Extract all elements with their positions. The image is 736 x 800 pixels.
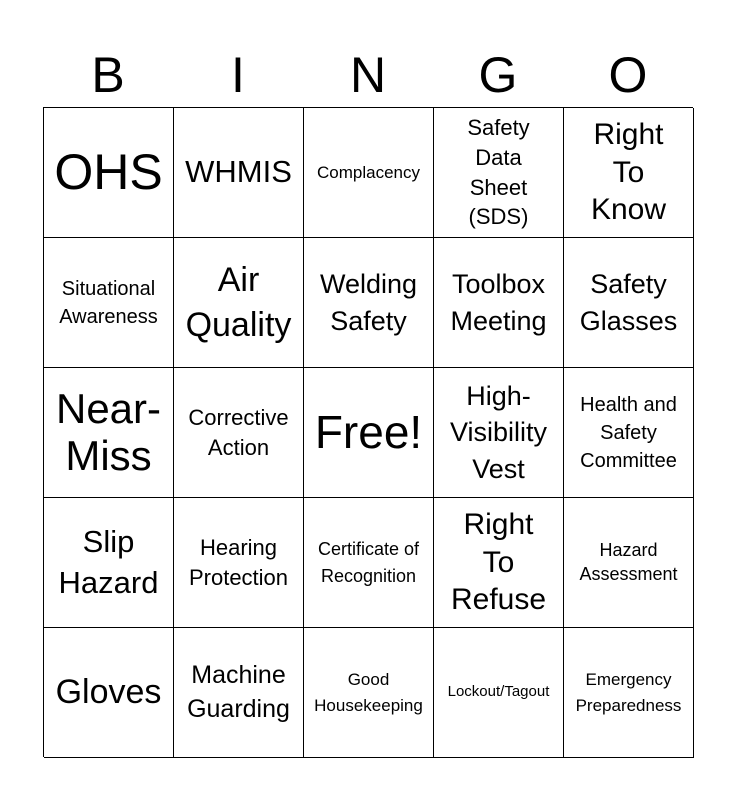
bingo-cell[interactable] bbox=[434, 628, 564, 758]
bingo-cell[interactable] bbox=[174, 108, 304, 238]
bingo-cell[interactable] bbox=[44, 108, 174, 238]
bingo-cell[interactable] bbox=[564, 498, 694, 628]
bingo-cell[interactable] bbox=[434, 498, 564, 628]
header-letter-o: O bbox=[608, 47, 648, 103]
cell-label: Welding Safety bbox=[319, 269, 418, 336]
cell-label: Toolbox Meeting bbox=[450, 269, 547, 336]
bingo-cell[interactable] bbox=[564, 368, 694, 498]
cell-label: Air Quality bbox=[185, 261, 292, 344]
cell-label: Right To Know bbox=[590, 118, 667, 227]
bingo-cell[interactable] bbox=[304, 238, 434, 368]
cell-label: Emergency Preparedness bbox=[575, 670, 682, 715]
cell-label: Health and Safety Committee bbox=[580, 393, 677, 472]
bingo-cell[interactable] bbox=[564, 628, 694, 758]
cell-label: Machine Guarding bbox=[187, 660, 290, 723]
header-letter-b: B bbox=[91, 47, 125, 103]
bingo-cell[interactable] bbox=[44, 628, 174, 758]
bingo-cell[interactable] bbox=[174, 368, 304, 498]
bingo-cell[interactable] bbox=[174, 498, 304, 628]
cell-label: Complacency bbox=[317, 162, 420, 182]
bingo-cell[interactable] bbox=[434, 368, 564, 498]
bingo-cell[interactable] bbox=[174, 238, 304, 368]
cell-label: Gloves bbox=[55, 673, 162, 712]
bingo-cell[interactable] bbox=[564, 238, 694, 368]
bingo-cell[interactable] bbox=[304, 368, 434, 498]
cell-label: Corrective Action bbox=[188, 404, 289, 460]
cell-label: Near-Miss bbox=[55, 385, 162, 479]
cell-label: Lockout/Tagout bbox=[447, 683, 550, 701]
bingo-cell[interactable] bbox=[434, 238, 564, 368]
header-letter-g: G bbox=[478, 47, 518, 103]
cell-label: High-Visibility Vest bbox=[449, 380, 548, 484]
bingo-cell[interactable] bbox=[174, 628, 304, 758]
bingo-cell[interactable] bbox=[564, 108, 694, 238]
cell-label: Hearing Protection bbox=[188, 534, 289, 590]
bingo-cell[interactable] bbox=[434, 108, 564, 238]
cell-label: Safety Glasses bbox=[579, 269, 678, 336]
header-letter-i: I bbox=[231, 47, 245, 103]
cell-label: Situational Awareness bbox=[59, 277, 158, 328]
cell-label: Slip Hazard bbox=[58, 524, 159, 600]
cell-label: Certificate of Recognition bbox=[317, 539, 420, 586]
cell-label: Free! bbox=[314, 406, 423, 459]
cell-label: Hazard Assessment bbox=[579, 540, 678, 584]
header-letter-n: N bbox=[349, 47, 387, 103]
cell-label: Good Housekeeping bbox=[314, 670, 423, 715]
bingo-card-grid bbox=[43, 107, 693, 757]
bingo-cell[interactable] bbox=[304, 108, 434, 238]
cell-label: WHMIS bbox=[185, 154, 292, 190]
bingo-cell[interactable] bbox=[304, 628, 434, 758]
cell-label: OHS bbox=[54, 144, 163, 201]
bingo-cell[interactable] bbox=[304, 498, 434, 628]
cell-label: Right To Refuse bbox=[450, 508, 547, 617]
bingo-cell[interactable] bbox=[44, 238, 174, 368]
cell-label: Safety Data Sheet (SDS) bbox=[467, 115, 530, 230]
bingo-cell[interactable] bbox=[44, 368, 174, 498]
bingo-cell[interactable] bbox=[44, 498, 174, 628]
bingo-header bbox=[43, 44, 693, 106]
